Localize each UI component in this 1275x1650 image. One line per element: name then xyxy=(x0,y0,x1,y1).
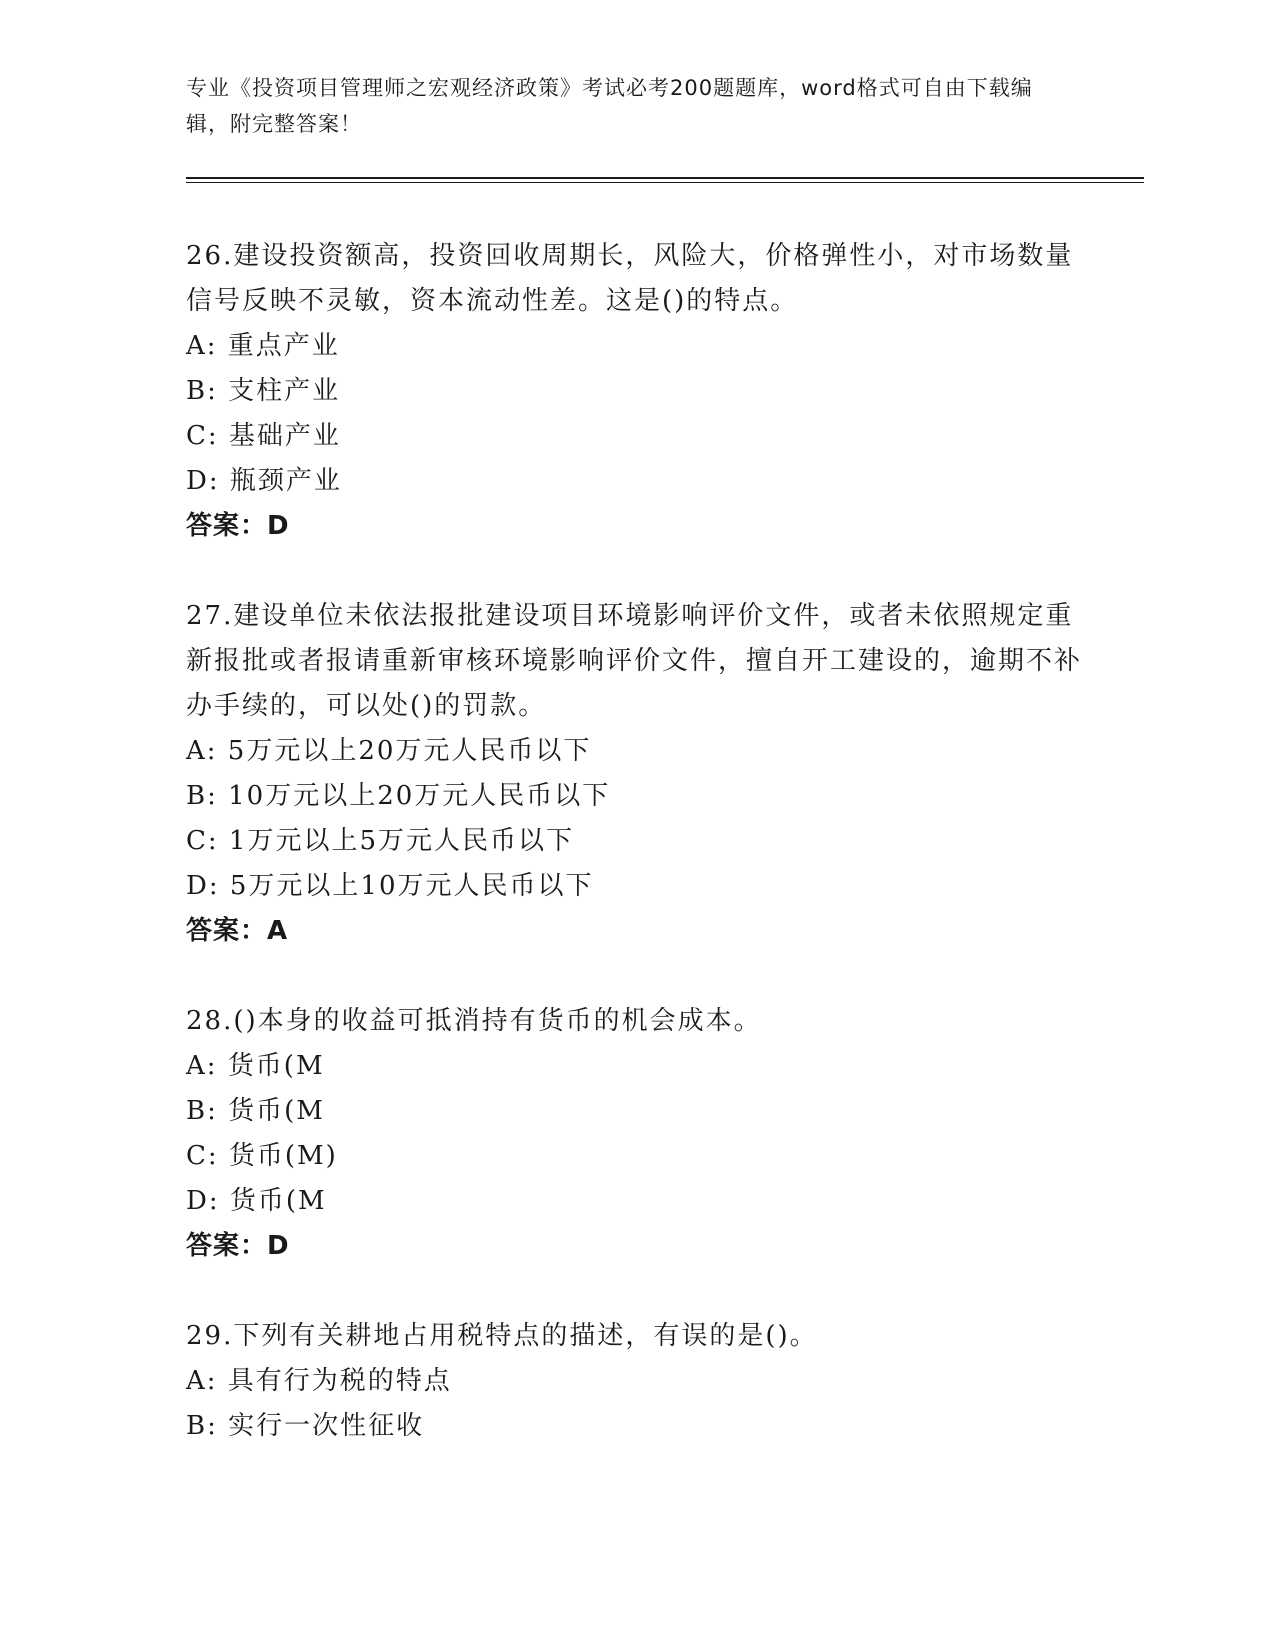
answer-label: 答案：D xyxy=(186,1231,290,1261)
option-a: A: 具有行为税的特点 xyxy=(186,1366,452,1396)
option-b: B: 10万元以上20万元人民币以下 xyxy=(186,781,611,811)
question-stem: 29.下列有关耕地占用税特点的描述，有误的是()。 xyxy=(186,1321,818,1351)
question-stem: 26.建设投资额高，投资回收周期长，风险大，价格弹性小，对市场数量信号反映不灵敏，资本流动性差。这是()的特点。 xyxy=(186,241,1074,316)
document-intro: 专业《投资项目管理师之宏观经济政策》考试必考200题题库，word格式可自由下载编辑，附完整答案！ xyxy=(186,76,1033,136)
option-d: D: 瓶颈产业 xyxy=(186,466,342,496)
option-a: A: 货币(M xyxy=(186,1051,325,1081)
question-27 xyxy=(186,594,1086,954)
question-list xyxy=(186,234,1086,1494)
option-b: B: 实行一次性征收 xyxy=(186,1411,425,1441)
option-c: C: 货币(M) xyxy=(186,1141,338,1171)
header-rule-thin xyxy=(186,182,1144,183)
option-c: C: 1万元以上5万元人民币以下 xyxy=(186,826,575,856)
option-b: B: 支柱产业 xyxy=(186,376,341,406)
option-a: A: 重点产业 xyxy=(186,331,340,361)
question-stem: 28.()本身的收益可抵消持有货币的机会成本。 xyxy=(186,1006,762,1036)
answer-label: 答案：D xyxy=(186,511,290,541)
answer-label: 答案：A xyxy=(186,916,289,946)
option-a: A: 5万元以上20万元人民币以下 xyxy=(186,736,592,766)
option-d: D: 货币(M xyxy=(186,1186,327,1216)
question-26 xyxy=(186,234,1086,549)
question-29 xyxy=(186,1314,1086,1449)
header-rule-thick xyxy=(186,177,1144,179)
option-d: D: 5万元以上10万元人民币以下 xyxy=(186,871,594,901)
option-c: C: 基础产业 xyxy=(186,421,341,451)
option-b: B: 货币(M xyxy=(186,1096,325,1126)
question-28 xyxy=(186,999,1086,1269)
question-stem: 27.建设单位未依法报批建设项目环境影响评价文件，或者未依照规定重新报批或者报请重新审核环境影响评价文件，擅自开工建设的，逾期不补办手续的，可以处()的罚款。 xyxy=(186,601,1083,721)
